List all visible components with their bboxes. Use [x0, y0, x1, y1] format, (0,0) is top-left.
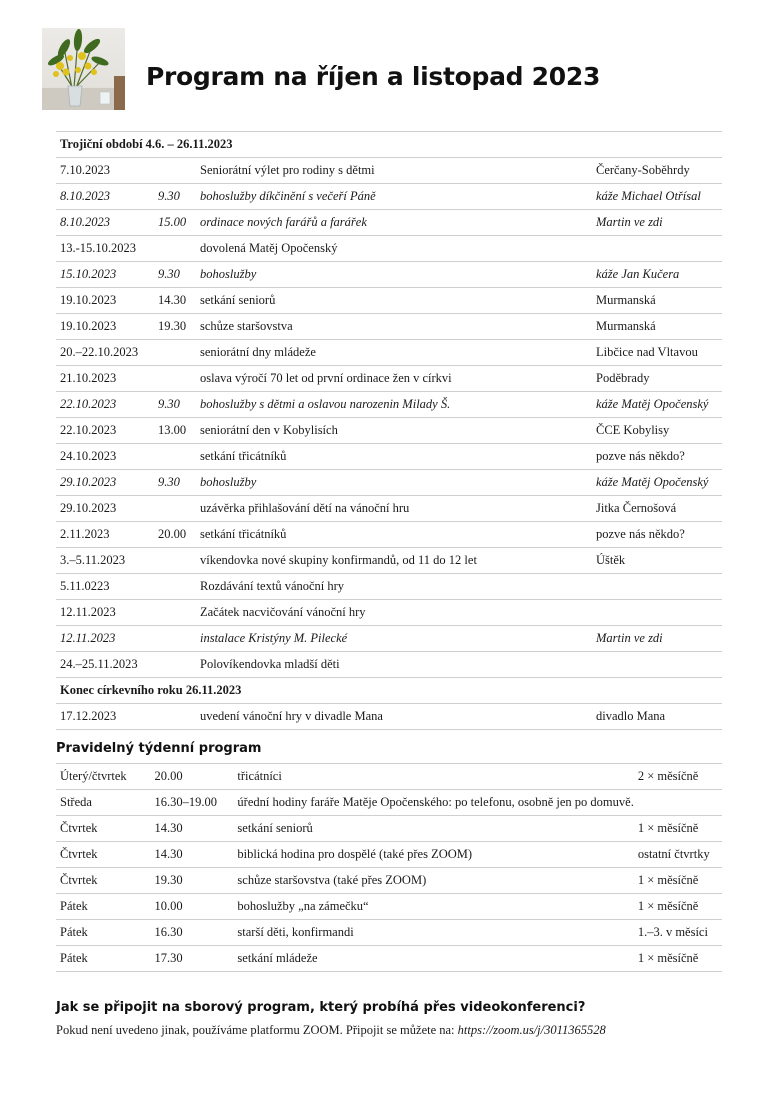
weekly-day: Středa [56, 790, 151, 816]
event-place: káže Matěj Opočenský [592, 470, 722, 496]
event-date: 3.–5.11.2023 [56, 548, 154, 574]
event-place [592, 600, 722, 626]
event-description: bohoslužby s dětmi a oslavou narozenin Milady Š. [196, 392, 592, 418]
event-place: divadlo Mana [592, 704, 722, 730]
event-place: Čerčany-Soběhrdy [592, 158, 722, 184]
event-description: bohoslužby [196, 470, 592, 496]
page-title: Program na říjen a listopad 2023 [146, 62, 601, 91]
event-date: 8.10.2023 [56, 184, 154, 210]
weekly-day: Pátek [56, 946, 151, 972]
event-description: schůze staršovstva [196, 314, 592, 340]
event-row [56, 288, 722, 314]
zoom-link[interactable]: https://zoom.us/j/3011365528 [457, 1023, 606, 1037]
event-description: Začátek nacvičování vánoční hry [196, 600, 592, 626]
weekly-description: schůze staršovstva (také přes ZOOM) [233, 868, 633, 894]
event-time: 15.00 [154, 210, 196, 236]
event-date: 12.11.2023 [56, 626, 154, 652]
event-description: seniorátní dny mládeže [196, 340, 592, 366]
event-time: 13.00 [154, 418, 196, 444]
weekly-day: Čtvrtek [56, 816, 151, 842]
event-description: uzávěrka přihlašování dětí na vánoční hru [196, 496, 592, 522]
weekly-time: 16.30–19.00 [151, 790, 234, 816]
event-date: 15.10.2023 [56, 262, 154, 288]
weekly-frequency: 1 × měsíčně [634, 894, 722, 920]
weekly-time: 14.30 [151, 816, 234, 842]
videoconference-question: Jak se připojit na sborový program, který probíhá přes videokonferenci? [56, 1000, 586, 1015]
event-time: 20.00 [154, 522, 196, 548]
weekly-frequency: 1.–3. v měsíci [634, 920, 722, 946]
event-time [154, 340, 196, 366]
event-row [56, 340, 722, 366]
event-time [154, 652, 196, 678]
event-date: 2.11.2023 [56, 522, 154, 548]
event-description: oslava výročí 70 let od první ordinace žen v církvi [196, 366, 592, 392]
event-description: Seniorátní výlet pro rodiny s dětmi [196, 158, 592, 184]
weekly-frequency: 2 × měsíčně [634, 764, 722, 790]
event-description: bohoslužby [196, 262, 592, 288]
event-row [56, 262, 722, 288]
event-date: 21.10.2023 [56, 366, 154, 392]
event-time [154, 574, 196, 600]
flower-vase-illustration [42, 28, 125, 110]
event-time [154, 548, 196, 574]
event-place: Poděbrady [592, 366, 722, 392]
event-row [56, 470, 722, 496]
event-description: Rozdávání textů vánoční hry [196, 574, 592, 600]
event-row [56, 548, 722, 574]
event-place: Martin ve zdi [592, 210, 722, 236]
event-row [56, 392, 722, 418]
event-row [56, 574, 722, 600]
event-time: 9.30 [154, 392, 196, 418]
weekly-row [56, 946, 722, 972]
event-time [154, 496, 196, 522]
weekly-description: úřední hodiny faráře Matěje Opočenského: po telefonu, osobně jen po domuvě. [233, 790, 633, 816]
weekly-row [56, 920, 722, 946]
weekly-description: třicátníci [233, 764, 633, 790]
weekly-program-heading: Pravidelný týdenní program [56, 741, 262, 756]
section-heading-text: Konec církevního roku 26.11.2023 [56, 678, 722, 704]
event-description: setkání třicátníků [196, 522, 592, 548]
event-place [592, 652, 722, 678]
event-date: 7.10.2023 [56, 158, 154, 184]
event-date: 22.10.2023 [56, 418, 154, 444]
weekly-row [56, 894, 722, 920]
event-date: 24.–25.11.2023 [56, 652, 154, 678]
weekly-time: 14.30 [151, 842, 234, 868]
event-date: 24.10.2023 [56, 444, 154, 470]
event-time [154, 600, 196, 626]
event-time: 9.30 [154, 184, 196, 210]
weekly-time: 20.00 [151, 764, 234, 790]
event-row [56, 444, 722, 470]
event-date: 5.11.0223 [56, 574, 154, 600]
weekly-description: setkání seniorů [233, 816, 633, 842]
event-description: uvedení vánoční hry v divadle Mana [196, 704, 592, 730]
videoconference-answer [56, 1023, 606, 1038]
event-description: víkendovka nové skupiny konfirmandů, od 11 do 12 let [196, 548, 592, 574]
event-row [56, 418, 722, 444]
weekly-row [56, 816, 722, 842]
weekly-day: Čtvrtek [56, 868, 151, 894]
event-description: ordinace nových farářů a farářek [196, 210, 592, 236]
event-description: seniorátní den v Kobylisích [196, 418, 592, 444]
section-heading-trinity [56, 132, 722, 158]
event-row [56, 496, 722, 522]
event-place: pozve nás někdo? [592, 522, 722, 548]
event-time: 19.30 [154, 314, 196, 340]
event-row [56, 626, 722, 652]
event-description: dovolená Matěj Opočenský [196, 236, 592, 262]
weekly-frequency: 1 × měsíčně [634, 816, 722, 842]
event-place: káže Jan Kučera [592, 262, 722, 288]
event-description: setkání seniorů [196, 288, 592, 314]
event-row [56, 652, 722, 678]
event-time [154, 366, 196, 392]
event-row [56, 236, 722, 262]
section-heading-church-year-end [56, 678, 722, 704]
event-date: 13.-15.10.2023 [56, 236, 154, 262]
section-heading-text: Trojiční období 4.6. – 26.11.2023 [56, 132, 722, 158]
event-date: 19.10.2023 [56, 314, 154, 340]
weekly-frequency: 1 × měsíčně [634, 946, 722, 972]
event-time [154, 236, 196, 262]
weekly-time: 10.00 [151, 894, 234, 920]
event-place: Martin ve zdi [592, 626, 722, 652]
weekly-row [56, 790, 722, 816]
weekly-table [56, 763, 722, 972]
event-row [56, 522, 722, 548]
event-place [592, 574, 722, 600]
events-table [56, 131, 722, 730]
event-date: 8.10.2023 [56, 210, 154, 236]
event-time: 14.30 [154, 288, 196, 314]
event-time: 9.30 [154, 262, 196, 288]
event-place: Jitka Černošová [592, 496, 722, 522]
event-description: instalace Kristýny M. Pilecké [196, 626, 592, 652]
weekly-description: biblická hodina pro dospělé (také přes ZOOM) [233, 842, 633, 868]
event-description: bohoslužby díkčinění s večeří Páně [196, 184, 592, 210]
weekly-time: 17.30 [151, 946, 234, 972]
event-date: 22.10.2023 [56, 392, 154, 418]
event-place: ČCE Kobylisy [592, 418, 722, 444]
event-date: 29.10.2023 [56, 470, 154, 496]
event-date: 29.10.2023 [56, 496, 154, 522]
weekly-row [56, 764, 722, 790]
event-description: setkání třicátníků [196, 444, 592, 470]
event-date: 19.10.2023 [56, 288, 154, 314]
event-place: káže Matěj Opočenský [592, 392, 722, 418]
event-time [154, 444, 196, 470]
event-place: Murmanská [592, 288, 722, 314]
event-time [154, 158, 196, 184]
event-description: Polovíkendovka mladší děti [196, 652, 592, 678]
weekly-row [56, 842, 722, 868]
weekly-description: starší děti, konfirmandi [233, 920, 633, 946]
event-row [56, 158, 722, 184]
event-row [56, 600, 722, 626]
weekly-day: Pátek [56, 920, 151, 946]
weekly-day: Pátek [56, 894, 151, 920]
weekly-time: 19.30 [151, 868, 234, 894]
answer-text: Pokud není uvedeno jinak, používáme platformu ZOOM. Připojit se můžete na: [56, 1023, 458, 1037]
event-time [154, 626, 196, 652]
event-time: 9.30 [154, 470, 196, 496]
event-date: 17.12.2023 [56, 704, 154, 730]
event-place: Libčice nad Vltavou [592, 340, 722, 366]
weekly-description: setkání mládeže [233, 946, 633, 972]
weekly-frequency: 1 × měsíčně [634, 868, 722, 894]
event-place: Úštěk [592, 548, 722, 574]
event-date: 12.11.2023 [56, 600, 154, 626]
weekly-frequency: ostatní čtvrtky [634, 842, 722, 868]
flower-vase-photo [42, 28, 125, 110]
weekly-description: bohoslužby „na zámečku“ [233, 894, 633, 920]
event-date: 20.–22.10.2023 [56, 340, 154, 366]
weekly-frequency [634, 790, 722, 816]
event-place [592, 236, 722, 262]
event-place: Murmanská [592, 314, 722, 340]
weekly-time: 16.30 [151, 920, 234, 946]
event-place: pozve nás někdo? [592, 444, 722, 470]
event-row [56, 314, 722, 340]
weekly-day: Čtvrtek [56, 842, 151, 868]
event-place: káže Michael Otřísal [592, 184, 722, 210]
event-row [56, 704, 722, 730]
weekly-row [56, 868, 722, 894]
event-time [154, 704, 196, 730]
weekly-day: Úterý/čtvrtek [56, 764, 151, 790]
event-row [56, 184, 722, 210]
event-row [56, 366, 722, 392]
event-row [56, 210, 722, 236]
